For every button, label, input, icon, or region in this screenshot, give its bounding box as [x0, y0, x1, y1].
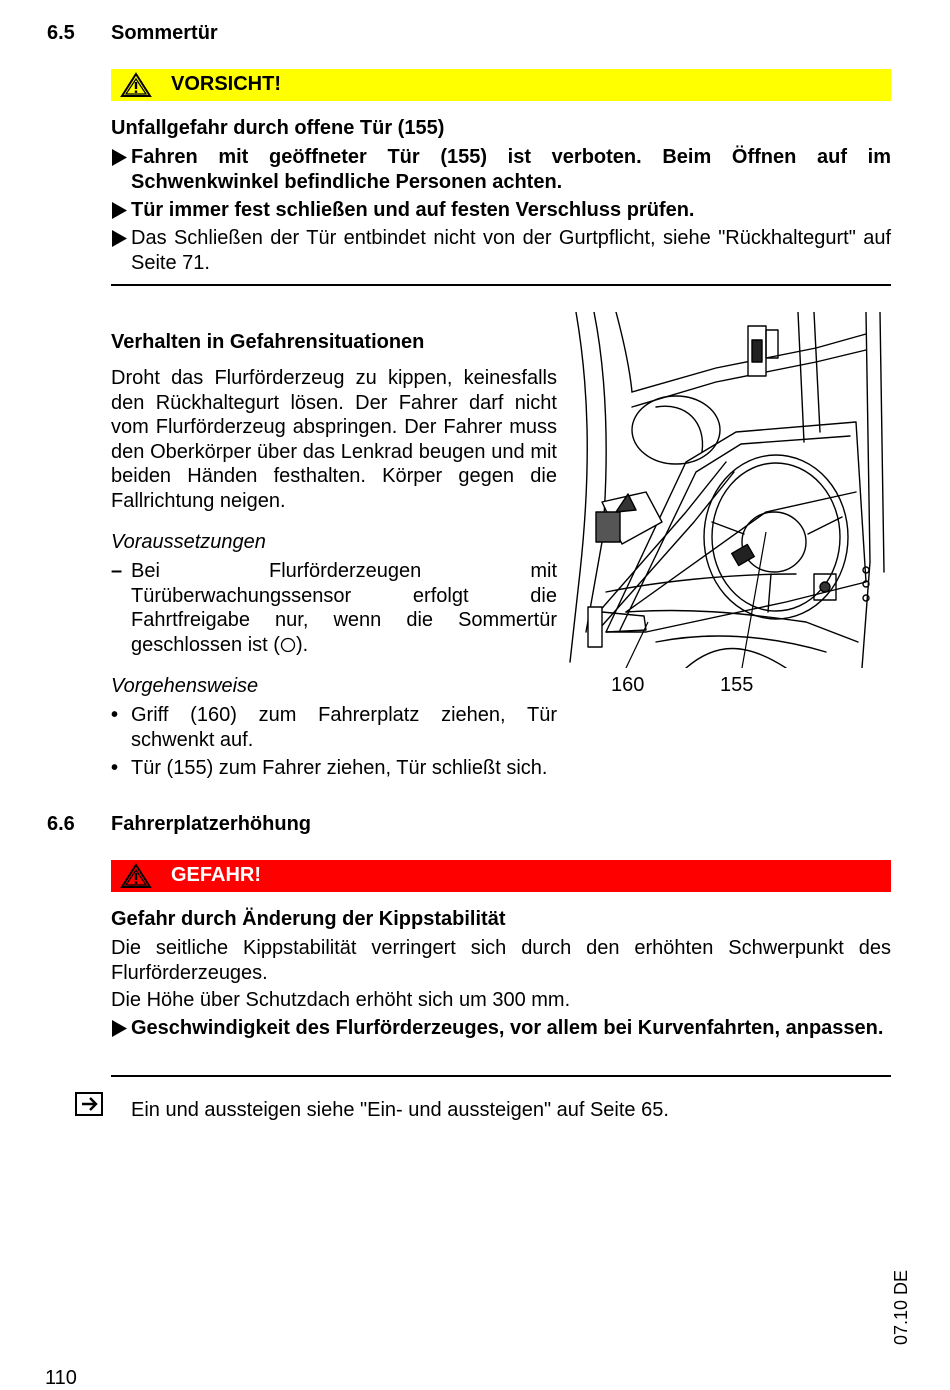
- summer-door-figure: [566, 312, 892, 668]
- dash-marker: –: [111, 560, 123, 582]
- section-number: 6.5: [47, 22, 75, 44]
- note-arrow-icon: [75, 1092, 103, 1116]
- procedure-item: [111, 703, 557, 752]
- hazard-item: [111, 198, 891, 223]
- prerequisite-text: Bei Flurförderzeugen mit Türüberwachungssensor erfolgt die Fahrtfreigabe nur, wenn die Sommertür geschlossen ist (: [131, 560, 557, 656]
- prerequisites-heading: Voraussetzungen: [111, 531, 266, 553]
- figure-label-160: 160: [611, 674, 645, 696]
- procedure-item-text: Tür (155) zum Fahrer ziehen, Tür schließt sich.: [131, 757, 548, 779]
- procedure-item-text: Griff (160) zum Fahrerplatz ziehen, Tür schwenkt auf.: [131, 704, 557, 751]
- arrow-marker-icon: [111, 202, 127, 219]
- action-item-text: Geschwindigkeit des Flurförderzeuges, vor allem bei Kurvenfahrten, anpassen.: [131, 1017, 884, 1039]
- danger-banner: [111, 860, 891, 892]
- warning-triangle-icon: [120, 863, 152, 889]
- page-number: 110: [45, 1367, 77, 1389]
- note-text: Ein und aussteigen siehe "Ein- und aussteigen" auf Seite 65.: [131, 1099, 669, 1121]
- arrow-marker-icon: [111, 149, 127, 166]
- figure-label-155: 155: [720, 674, 754, 696]
- procedure-heading: Vorgehensweise: [111, 675, 259, 697]
- hazard-item-text: Tür immer fest schließen und auf festen Verschluss prüfen.: [131, 199, 695, 221]
- section-title: Sommertür: [111, 22, 218, 44]
- divider: [111, 1075, 891, 1077]
- body-paragraph: Die seitliche Kippstabilität verringert sich durch den erhöhten Schwerpunkt des Flurförderzeuges.: [111, 937, 891, 984]
- hazard-item: [111, 226, 891, 275]
- body-paragraph: Die Höhe über Schutzdach erhöht sich um 300 mm.: [111, 989, 571, 1011]
- prerequisite-text-end: ).: [295, 633, 309, 656]
- prerequisite-item: [111, 559, 557, 657]
- divider: [111, 284, 891, 286]
- action-item: [111, 1016, 891, 1041]
- open-circle-icon: [280, 637, 296, 653]
- hazard-item-text: Fahren mit geöffneter Tür (155) ist verboten. Beim Öffnen auf im Schwenkwinkel befindliche Personen achten.: [131, 146, 891, 193]
- bullet-marker: •: [111, 757, 119, 779]
- arrow-marker-icon: [111, 1020, 127, 1037]
- hazard-heading: Unfallgefahr durch offene Tür (155): [111, 117, 445, 139]
- edition-label: 07.10 DE: [891, 1269, 911, 1345]
- caution-label: VORSICHT!: [171, 73, 281, 95]
- caution-banner: [111, 69, 891, 101]
- subsection-heading: Verhalten in Gefahrensituationen: [111, 331, 425, 353]
- danger-label: GEFAHR!: [171, 864, 261, 886]
- hazard-item: [111, 145, 891, 194]
- section-title: Fahrerplatzerhöhung: [111, 813, 312, 835]
- arrow-marker-icon: [111, 230, 127, 247]
- body-paragraph: Droht das Flurförderzeug zu kippen, keinesfalls den Rückhaltegurt lösen. Der Fahrer darf nicht vom Flurförderzeug abspringen. Der Fahrer muss den Oberkörper über das Lenkrad beugen und mit beiden Händen festhalten. Körper gegen die Fallrichtung neigen.: [111, 367, 557, 512]
- section-number: 6.6: [47, 813, 75, 835]
- warning-triangle-icon: [120, 72, 152, 98]
- hazard-heading: Gefahr durch Änderung der Kippstabilität: [111, 908, 506, 930]
- hazard-item-text: Das Schließen der Tür entbindet nicht von der Gurtpflicht, siehe "Rückhaltegurt" auf Seite 71.: [131, 227, 891, 274]
- procedure-item: [111, 756, 591, 781]
- bullet-marker: •: [111, 704, 119, 726]
